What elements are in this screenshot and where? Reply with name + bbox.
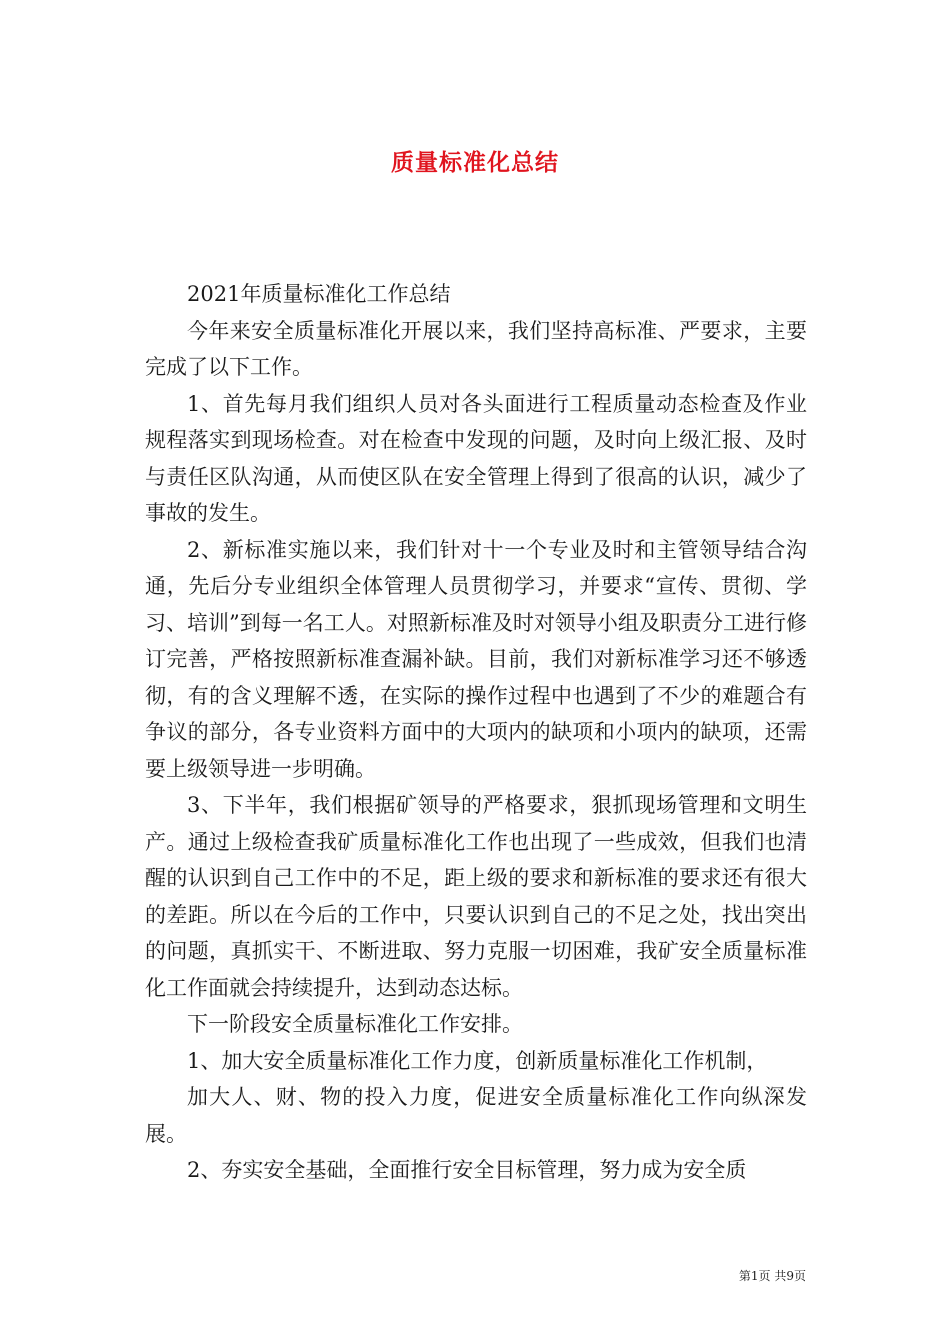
paragraph-item-1: 1、首先每月我们组织人员对各头面进行工程质量动态检查及作业规程落实到现场检查。对在检查中发现的问题，及时向上级汇报、及时与责任区队沟通，从而使区队在安全管理上得到了很高的认识，减少了事故的发生。 — [145, 391, 807, 525]
paragraph-plan-1: 1、加大安全质量标准化工作力度，创新质量标准化工作机制， — [187, 1048, 768, 1073]
paragraph-plan-2: 2、夯实安全基础，全面推行安全目标管理，努力成为安全质 — [187, 1158, 747, 1182]
paragraph-item-2: 2、新标准实施以来，我们针对十一个专业及时和主管领导结合沟通，先后分专业组织全体管理人员贯彻学习，并要求“宣传、贯彻、学习、培训”到每一名工人。对照新标准及时对领导小组及职责分工进行修订完善，严格按照新标准查漏补缺。目前，我们对新标准学习还不够透彻，有的含义理解不透，在实际的操作过程中也遇到了不少的难题合有争议的部分，各专业资料方面中的大项内的缺项和小项内的缺项，还需要上级领导进一步明确。 — [145, 537, 807, 781]
page-number-footer: 第1页 共9页 — [738, 1269, 806, 1283]
paragraph-next-phase: 下一阶段安全质量标准化工作安排。 — [187, 1012, 523, 1036]
document-body — [145, 276, 807, 1189]
paragraph-plan-1-cont: 加大人、财、物的投入力度，促进安全质量标准化工作向纵深发展。 — [145, 1085, 807, 1146]
paragraph-item-3: 3、下半年，我们根据矿领导的严格要求，狠抓现场管理和文明生产。通过上级检查我矿质量标准化工作也出现了一些成效，但我们也清醒的认识到自己工作中的不足，距上级的要求和新标准的要求还有很大的差距。所以在今后的工作中，只要认识到自己的不足之处，找出突出的问题，真抓实干、不断进取、努力克服一切困难，我矿安全质量标准化工作面就会持续提升，达到动态达标。 — [145, 793, 807, 1000]
paragraph-heading: 2021年质量标准化工作总结 — [187, 282, 451, 306]
paragraph-intro: 今年来安全质量标准化开展以来，我们坚持高标准、严要求，主要完成了以下工作。 — [145, 318, 807, 379]
page-title: 质量标准化总结 — [391, 149, 559, 177]
